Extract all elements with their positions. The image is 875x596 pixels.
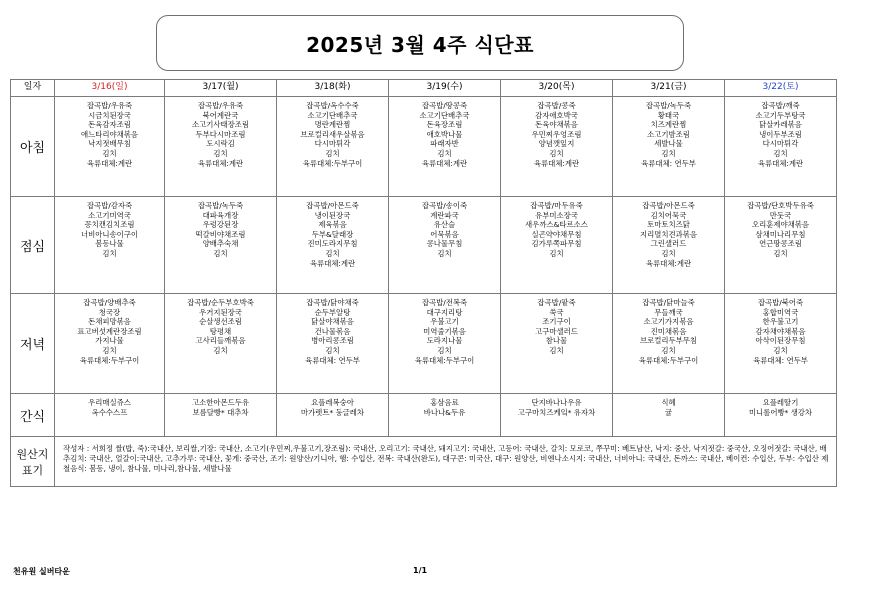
menu-item: 진미도라지무침 (307, 239, 358, 249)
meal-label-snack: 간식 (11, 394, 55, 437)
menu-item: 육류대체:계란 (421, 158, 468, 168)
menu-item: 미니롤어빵* 생강차 (748, 407, 813, 417)
menu-item: 요플레복숭아 (311, 398, 354, 407)
menu-item: 육류대체:계란 (86, 158, 133, 168)
menu-item: 육류대체:두부구이 (638, 355, 699, 365)
menu-item: 잡곡밥/양배추죽 (83, 298, 136, 307)
menu-item: 김치 (102, 345, 117, 355)
menu-item: 단지바나나우유 (531, 398, 582, 407)
title-box (156, 15, 684, 71)
menu-cell-snack-thu (501, 394, 613, 437)
menu-cell-dinner-mon (165, 294, 277, 394)
menu-item: 바나나&두유 (423, 407, 466, 417)
menu-item: 소고기가지볶음 (643, 317, 694, 327)
menu-item: 우리매실쥬스 (88, 398, 131, 407)
menu-item: 소고기밤조림 (647, 129, 690, 139)
menu-item: 유부미소장국 (535, 210, 578, 220)
menu-item: 한우불고기 (762, 317, 799, 327)
menu-cell-breakfast-sun (55, 97, 165, 197)
day-header-tue: 3/18(화) (277, 80, 389, 97)
menu-cell-lunch-sat (725, 197, 837, 294)
menu-item: 연근땅콩조림 (759, 239, 802, 249)
menu-item: 돈채피망볶음 (88, 317, 131, 327)
dinner-row (11, 294, 837, 394)
menu-cell-breakfast-wed (389, 97, 501, 197)
menu-item: 낙지젓배무침 (88, 139, 131, 149)
menu-item: 고소한아몬드두유 (191, 398, 250, 407)
menu-item: 쑥국 (549, 307, 564, 317)
menu-item: 순두부알탕 (314, 307, 351, 317)
menu-item: 육류대체: 연두부 (305, 355, 360, 365)
lunch-row (11, 197, 837, 294)
menu-item: 순살생선조림 (199, 317, 242, 327)
menu-item: 아삭이된장무침 (755, 336, 806, 346)
menu-cell-dinner-fri (613, 294, 725, 394)
menu-item: 잡곡밥/순두부호박죽 (187, 298, 254, 307)
menu-item: 가지나물 (95, 336, 124, 346)
menu-item: 김치 (661, 248, 676, 258)
origin-row (11, 437, 837, 487)
menu-item: 김치 (325, 248, 340, 258)
menu-item: 김치 (549, 248, 564, 258)
menu-item: 잡곡밥/닭마늘죽 (642, 298, 695, 307)
menu-item: 잡곡밥/단호박두유죽 (747, 201, 814, 210)
menu-item: 냉이두부조림 (759, 129, 802, 139)
menu-item: 북어계란국 (202, 110, 239, 120)
menu-item: 김치 (437, 148, 452, 158)
menu-item: 우민찌우엉조림 (531, 129, 582, 139)
menu-item: 우불고기 (430, 317, 459, 327)
menu-item: 도시락김 (206, 139, 235, 149)
menu-item: 감자채야채볶음 (755, 326, 806, 336)
menu-item: 김치 (549, 345, 564, 355)
menu-cell-lunch-fri (613, 197, 725, 294)
menu-item: 닭살야채볶음 (311, 317, 354, 327)
header-label: 일자 (11, 80, 55, 97)
menu-item: 김치 (437, 248, 452, 258)
menu-item: 잡곡밥/아몬드죽 (642, 201, 695, 210)
menu-item: 육류대체: 연두부 (753, 355, 808, 365)
menu-cell-lunch-thu (501, 197, 613, 294)
menu-item: 소고기사태장조림 (191, 120, 250, 130)
menu-item: 김치 (661, 345, 676, 355)
menu-item: 탕평채 (209, 326, 232, 336)
menu-item: 돈육감자조림 (88, 120, 131, 130)
menu-item: 김치 (213, 345, 228, 355)
menu-item: 귤 (664, 407, 673, 417)
menu-item: 김치 (102, 248, 117, 258)
menu-cell-breakfast-tue (277, 97, 389, 197)
menu-item: 육류대체:두부구이 (302, 158, 363, 168)
menu-item: 소고기단배추국 (307, 110, 358, 120)
menu-item: 잡곡밥/우유죽 (86, 101, 133, 110)
menu-item: 표고버섯계란장조림 (77, 326, 142, 336)
menu-item: 냉이된장국 (314, 210, 351, 220)
menu-item: 소고기미역국 (88, 210, 131, 220)
menu-cell-lunch-sun (55, 197, 165, 294)
menu-cell-dinner-wed (389, 294, 501, 394)
menu-item: 세발나물 (654, 139, 683, 149)
menu-cell-snack-fri (613, 394, 725, 437)
menu-item: 잡곡밥/북어죽 (757, 298, 804, 307)
menu-item: 봄동나물 (95, 239, 124, 249)
menu-item: 옥수수스프 (91, 407, 128, 417)
menu-cell-snack-mon (165, 394, 277, 437)
menu-item: 건나물볶음 (314, 326, 351, 336)
menu-item: 잡곡밥/팥죽 (537, 298, 576, 307)
menu-item: 삼채미나리무침 (755, 229, 806, 239)
menu-item: 육류대체:계란 (309, 258, 356, 268)
menu-item: 계란파국 (430, 210, 459, 220)
menu-item: 소고기단배추국 (419, 110, 470, 120)
menu-item: 김치 (437, 345, 452, 355)
menu-item: 병아리콩조림 (311, 336, 354, 346)
menu-item: 잡곡밥/감자죽 (86, 201, 133, 210)
menu-item: 명란계란찜 (314, 120, 351, 130)
menu-item: 김치 (325, 345, 340, 355)
day-header-mon: 3/17(월) (165, 80, 277, 97)
menu-item: 김치어묵국 (650, 210, 687, 220)
origin-label: 원산지 표기 (11, 437, 55, 487)
menu-item: 애호박나물 (426, 129, 463, 139)
day-header-sat: 3/22(토) (725, 80, 837, 97)
menu-item: 떡갈비야채조림 (195, 229, 246, 239)
menu-item: 잡곡밥/송이죽 (421, 201, 468, 210)
menu-item: 잡곡밥/마두유죽 (530, 201, 583, 210)
menu-item: 잡곡밥/전복죽 (421, 298, 468, 307)
menu-item: 콩나물무침 (426, 239, 463, 249)
menu-item: 만둣국 (769, 210, 792, 220)
menu-cell-lunch-mon (165, 197, 277, 294)
menu-item: 감자애호박국 (535, 110, 578, 120)
menu-item: 두부다시마조림 (195, 129, 246, 139)
menu-item: 식혜 (661, 398, 676, 407)
menu-item: 김가루쪽파무침 (531, 239, 582, 249)
menu-cell-lunch-wed (389, 197, 501, 294)
menu-item: 대구지리탕 (426, 307, 463, 317)
menu-item: 새우까스&타르소스 (525, 220, 588, 230)
menu-cell-snack-wed (389, 394, 501, 437)
menu-item: 오리훈제야채볶음 (751, 220, 810, 230)
menu-item: 고구마샐러드 (535, 326, 578, 336)
menu-item: 미역줄기볶음 (423, 326, 466, 336)
menu-item: 김치 (213, 248, 228, 258)
menu-cell-breakfast-sat (725, 97, 837, 197)
menu-item: 김치 (773, 248, 788, 258)
menu-item: 김치 (549, 148, 564, 158)
menu-cell-dinner-sun (55, 294, 165, 394)
menu-item: 그린샐러드 (650, 239, 687, 249)
meal-label-dinner: 저녁 (11, 294, 55, 394)
menu-item: 김치 (661, 148, 676, 158)
menu-item: 청국장 (98, 307, 121, 317)
menu-item: 도라지나물 (426, 336, 463, 346)
menu-item: 유산슬 (433, 220, 456, 230)
menu-item: 양배추숙채 (202, 239, 239, 249)
menu-item: 애느타리야채볶음 (80, 129, 139, 139)
header-row (11, 80, 837, 97)
menu-item: 브로컬리두부무침 (639, 336, 698, 346)
menu-item: 김치 (213, 148, 228, 158)
menu-cell-breakfast-mon (165, 97, 277, 197)
menu-item: 돈육야채볶음 (535, 120, 578, 130)
menu-item: 육류대체:계란 (645, 258, 692, 268)
menu-item: 다시마튀각 (314, 139, 351, 149)
menu-item: 우거지된장국 (199, 307, 242, 317)
menu-item: 대파육개장 (202, 210, 239, 220)
menu-item: 치즈계란찜 (650, 120, 687, 130)
menu-item: 고구마치즈케잌* 유자차 (517, 407, 596, 417)
menu-item: 제육볶음 (318, 220, 347, 230)
menu-item: 잡곡밥/옥수수죽 (306, 101, 359, 110)
menu-item: 육류대체:계란 (533, 158, 580, 168)
menu-item: 육류대체:계란 (197, 158, 244, 168)
menu-item: 홍합미역국 (762, 307, 799, 317)
page-number: 1/1 (413, 566, 428, 575)
menu-item: 육류대체:두부구이 (414, 355, 475, 365)
menu-cell-snack-sun (55, 394, 165, 437)
menu-item: 황태국 (657, 110, 680, 120)
menu-item: 김치 (773, 148, 788, 158)
menu-cell-dinner-sat (725, 294, 837, 394)
page-title: 2025년 3월 4주 식단표 (306, 32, 534, 57)
menu-cell-lunch-tue (277, 197, 389, 294)
menu-item: 브로컬리새우살볶음 (300, 129, 365, 139)
origin-text: 작성자 : 서희정 쌀(밥, 죽):국내산, 보리쌀,기장: 국내산, 소고기(우민찌,우불고기,장조림): 국내산, 오리고기: 국내산, 돼지고기: 국내산, 고등어: 국내산, 갈치: 모로코, 쭈꾸미: 베트남산, 낙지: 중산, 낙지젓갈: 중국산, 오징어젓갈: 국내산, 배추김치: 국내산, 얼갈이:국내산, 고추가루: 국내산, 꽃게: 중국산, 조기: 원양산/기니아, 햄: 수입산, 전복: 국내산(완도), 대구콘: 미국산, 대구: 원양산, 비엔나소시지: 국내산, 너비아니: 국내산, 돈까스: 국내산, 베이컨: 수입산, 두부: 수입산 제철음식: 봄동, 냉이, 참나물, 미나리,참나물, 세발나물 (55, 437, 837, 487)
menu-item: 파래자반 (430, 139, 459, 149)
menu-cell-breakfast-thu (501, 97, 613, 197)
menu-item: 꽁치캔김치조림 (84, 220, 135, 230)
menu-item: 보름달빵* 대추차 (192, 407, 249, 417)
menu-item: 실곤약야채무침 (531, 229, 582, 239)
menu-item: 잡곡밥/녹두죽 (645, 101, 692, 110)
menu-item: 잡곡밥/깨죽 (761, 101, 800, 110)
meal-label-lunch: 점심 (11, 197, 55, 294)
menu-item: 잡곡밥/콩죽 (537, 101, 576, 110)
menu-item: 잡곡밥/녹두죽 (197, 201, 244, 210)
menu-item: 육류대체:계란 (757, 158, 804, 168)
menu-item: 토마토치즈닭 (647, 220, 690, 230)
breakfast-row (11, 97, 837, 197)
menu-cell-dinner-thu (501, 294, 613, 394)
menu-item: 참나물 (545, 336, 568, 346)
facility-name: 천유원 실버타운 (13, 567, 70, 576)
menu-item: 어묵볶음 (430, 229, 459, 239)
menu-item: 조기구이 (542, 317, 571, 327)
menu-item: 육류대체: 연두부 (641, 158, 696, 168)
menu-item: 잡곡밥/아몬드죽 (306, 201, 359, 210)
menu-item: 잡곡밥/닭야채죽 (306, 298, 359, 307)
menu-item: 소고기두부탕국 (755, 110, 806, 120)
snack-row (11, 394, 837, 437)
menu-item: 너비아니송이구이 (80, 229, 139, 239)
day-header-wed: 3/19(수) (389, 80, 501, 97)
menu-item: 시금치된장국 (88, 110, 131, 120)
menu-item: 육류대체:두부구이 (79, 355, 140, 365)
day-header-sun: 3/16(일) (55, 80, 165, 97)
menu-item: 마가렛트* 둥글레차 (300, 407, 365, 417)
menu-item: 김치 (773, 345, 788, 355)
menu-table (10, 79, 837, 487)
menu-item: 고사리들깨볶음 (195, 336, 246, 346)
menu-item: 홍삼음료 (430, 398, 459, 407)
menu-item: 닭살카레볶음 (759, 120, 802, 130)
menu-cell-breakfast-fri (613, 97, 725, 197)
menu-item: 요플레딸기 (762, 398, 799, 407)
menu-item: 잡곡밥/우유죽 (197, 101, 244, 110)
menu-cell-dinner-tue (277, 294, 389, 394)
menu-item: 무들깨국 (654, 307, 683, 317)
menu-item: 잡곡밥/땅콩죽 (421, 101, 468, 110)
menu-cell-snack-tue (277, 394, 389, 437)
day-header-thu: 3/20(목) (501, 80, 613, 97)
menu-item: 다시마튀각 (762, 139, 799, 149)
menu-item: 돈육장조림 (426, 120, 463, 130)
menu-item: 두부&달래장 (311, 229, 354, 239)
menu-item: 김치 (102, 148, 117, 158)
menu-item: 지리멸치견과볶음 (639, 229, 698, 239)
meal-label-breakfast: 아침 (11, 97, 55, 197)
menu-item: 진미채볶음 (650, 326, 687, 336)
menu-item: 김치 (325, 148, 340, 158)
menu-item: 양념깻잎지 (538, 139, 575, 149)
menu-cell-snack-sat (725, 394, 837, 437)
day-header-fri: 3/21(금) (613, 80, 725, 97)
menu-item: 우렁강된장 (202, 220, 239, 230)
